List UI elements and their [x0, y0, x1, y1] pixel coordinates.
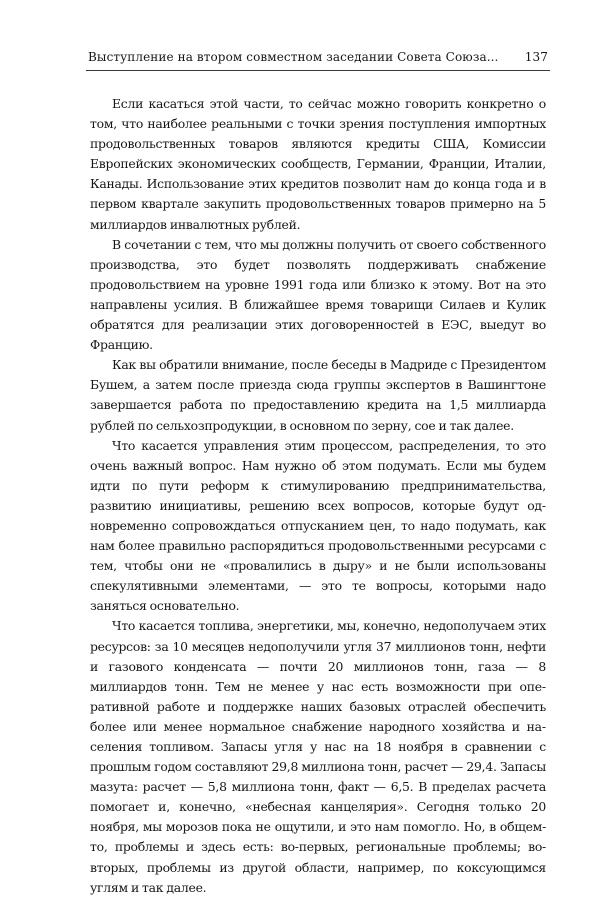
- paragraph-5: Что касается топлива, энергетики, мы, конечно, недополучаем этих ресурсов: за 10 месяцев недополучили угля 37 миллионов тонн, нефти и газового конденсата — почти 20 миллионов тонн, газа — 8 миллиардов тонн. Тем не менее у нас есть возможности при оперативной работе и поддержке наших базовых отраслей обеспечить более или менее нормальное снабжение народного хозяйства и населения топливом. Запасы угля у нас на 18 ноября в сравнении с прошлым годом составляют 29,8 миллиона тонн, расчет — 29,4. Запасы мазута: расчет — 5,8 миллиона тонн, факт — 6,5. В пределах расчета помогает и, конечно, «небесная канцелярия». Сегодня только 20 ноября, мы морозов пока не ощутили, и это нам помогло. Но, в общем-то, проблемы и здесь есть: во-первых, региональные проблемы; во-вторых, проблемы из другой области, например, по коксующимся углям и так далее.: [90, 618, 546, 895]
- paragraph-1: Если касаться этой части, то сейчас можно говорить конкретно о том, что наиболее реальными с точки зрения поступления импортных продовольственных товаров являются кредиты США, Комиссии Европейских экономических сообществ, Германии, Франции, Италии, Канады. Использование этих кредитов позволит нам до конца года и в первом квартале закупить продовольственных товаров примерно на 5 миллиардов инвалютных рублей.: [90, 96, 546, 232]
- running-head: [88, 50, 548, 70]
- paragraph-4: Что касается управления этим процессом, распределения, то это очень важный вопрос. Нам нужно об этом подумать. Если мы будем идти по пути реформ к стимулированию предпринимательства, развитию инициативы, решению всех вопросов, которые будут одновременно сопровождаться отпусканием цен, то надо подумать, как нам более правильно распорядиться продовольственными ресурсами с тем, чтобы они не «провалились в дыру» и не были использованы спекулятивными элементами, — это те вопросы, которыми надо заняться основательно.: [90, 437, 546, 614]
- paragraph-2: В сочетании с тем, что мы должны получить от своего собственного производства, это будет позволять поддерживать снабжение продовольствием на уровне 1991 года или близко к этому. Вот на это направлены усилия. В ближайшее время товарищи Силаев и Кулик обратятся для реализации этих договоренностей в ЕЭС, выедут во Францию.: [90, 236, 546, 353]
- header-rule: [86, 70, 550, 71]
- body-text: [90, 94, 546, 898]
- paragraph-3: Как вы обратили внимание, после беседы в Мадриде с Президентом Бушем, а затем после приезда сюда группы экспертов в Вашингтоне завершается работа по предоставлению кредита на 1,5 миллиарда рублей по сельхозпродукции, в основном по зерну, сое и так далее.: [90, 357, 546, 433]
- page-number: 137: [524, 50, 548, 64]
- running-title: Выступление на втором совместном заседании Совета Союза...: [88, 50, 499, 64]
